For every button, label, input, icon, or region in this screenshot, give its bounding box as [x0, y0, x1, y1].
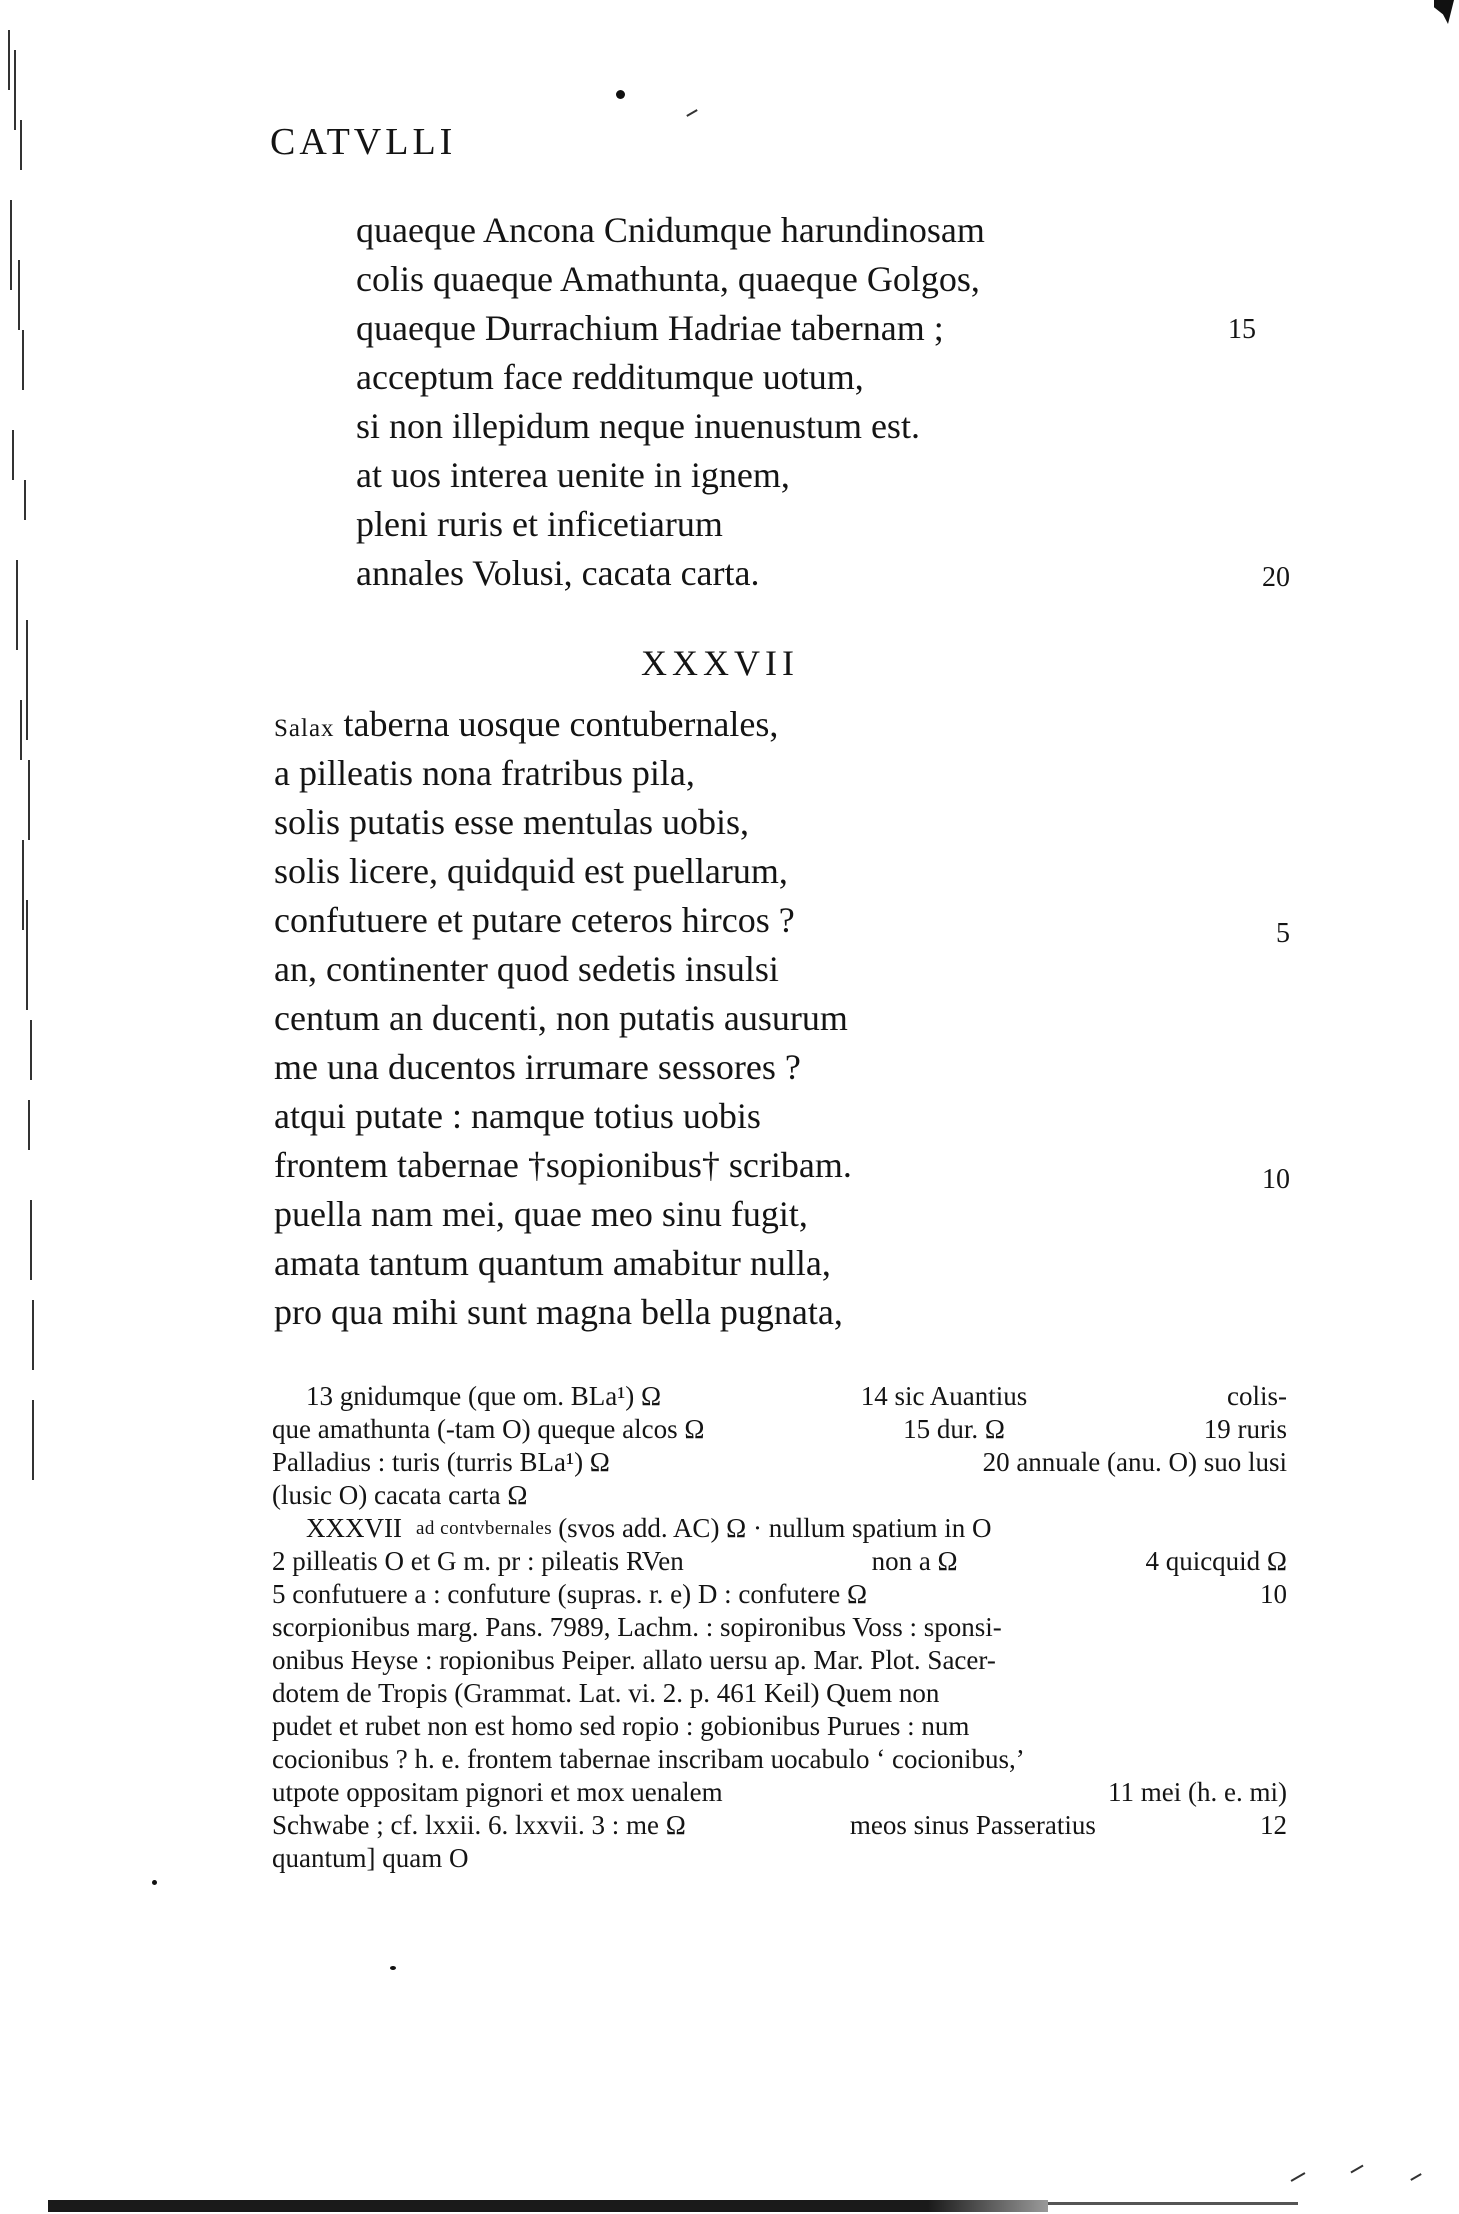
apparatus-entry: 14 sic Auantius [860, 1381, 1028, 1411]
critical-apparatus [272, 1380, 1287, 1875]
verse-line: annales Volusi, cacata carta. [356, 553, 760, 593]
apparatus-entry: cocionibus ? h. e. frontem tabernae inscribam uocabulo ‘ cocionibus,’ [272, 1744, 1025, 1774]
apparatus-line [272, 1380, 1287, 1413]
scan-bottom-rule [48, 2200, 1048, 2212]
verse-line: me una ducentos irrumare sessores ? [274, 1047, 801, 1087]
verse-line: acceptum face redditumque uotum, [356, 357, 864, 397]
apparatus-entry: non a Ω [871, 1546, 958, 1576]
apparatus-entry: utpote oppositam pignori et mox uenalem [272, 1777, 723, 1807]
verse-block-poem-37 [274, 700, 852, 1337]
verse-line: an, continenter quod sedetis insulsi [274, 949, 779, 989]
apparatus-entry: Schwabe ; cf. lxxii. 6. lxxvii. 3 : me Ω [272, 1810, 686, 1840]
verse-line: colis quaeque Amathunta, quaeque Golgos, [356, 259, 980, 299]
apparatus-entry: scorpionibus marg. Pans. 7989, Lachm. : sopironibus Voss : sponsi- [272, 1612, 1002, 1642]
apparatus-line [272, 1743, 1287, 1776]
apparatus-entry: 4 quicquid Ω [1145, 1546, 1287, 1576]
first-line-rest: taberna uosque contubernales, [334, 704, 779, 744]
verse-line: frontem tabernae †sopionibus† scribam. [274, 1145, 852, 1185]
line-number: 10 [1262, 1164, 1290, 1195]
ink-tick [1291, 2172, 1306, 2182]
apparatus-entry: pudet et rubet non est homo sed ropio : gobionibus Purues : num [272, 1711, 970, 1741]
apparatus-entry: XXXVII [306, 1513, 402, 1543]
apparatus-entry: que amathunta (-tam O) queque alcos Ω [272, 1414, 705, 1444]
apparatus-line [272, 1611, 1287, 1644]
apparatus-entry: onibus Heyse : ropionibus Peiper. allato uersu ap. Mar. Plot. Sacer- [272, 1645, 996, 1675]
apparatus-line [272, 1809, 1287, 1842]
apparatus-entry: 20 annuale (anu. O) suo lusi [982, 1447, 1287, 1477]
verse-line-first [274, 700, 852, 749]
verse-line: solis licere, quidquid est puellarum, [274, 851, 788, 891]
verse-line: solis putatis esse mentulas uobis, [274, 802, 749, 842]
apparatus-entry: 15 dur. Ω [903, 1414, 1005, 1444]
verse-line: amata tantum quantum amabitur nulla, [274, 1243, 831, 1283]
apparatus-line [272, 1776, 1287, 1809]
verse-block-previous-poem [356, 206, 985, 598]
scan-corner-mark [1434, 0, 1454, 24]
apparatus-line [272, 1710, 1287, 1743]
ink-dot [152, 1880, 157, 1885]
line-number: 5 [1276, 918, 1290, 949]
apparatus-line [272, 1842, 1287, 1875]
apparatus-entry: quantum] quam O [272, 1843, 469, 1873]
apparatus-line [272, 1578, 1287, 1611]
verse-line: si non illepidum neque inuenustum est. [356, 406, 920, 446]
verse-line: centum an ducenti, non putatis ausurum [274, 998, 848, 1038]
running-head: CATVLLI [270, 121, 457, 163]
verse-line: quaeque Durrachium Hadriae tabernam ; [356, 308, 944, 348]
apparatus-entry: colis- [1226, 1381, 1287, 1411]
ink-tick [1410, 2173, 1421, 2181]
apparatus-line [272, 1644, 1287, 1677]
apparatus-entry: Palladius : turis (turris BLa¹) Ω [272, 1447, 610, 1477]
verse-line: at uos interea uenite in ignem, [356, 455, 790, 495]
line-number: 20 [1262, 562, 1290, 593]
apparatus-entry: 12 [1259, 1810, 1287, 1840]
verse-line: quaeque Ancona Cnidumque harundinosam [356, 210, 985, 250]
apparatus-entry: 10 [1260, 1579, 1287, 1609]
scan-gutter-marks [0, 0, 40, 1500]
verse-line: atqui putate : namque totius uobis [274, 1096, 761, 1136]
apparatus-line [272, 1446, 1287, 1479]
apparatus-entry: 19 ruris [1203, 1414, 1287, 1444]
ink-dot [390, 1966, 396, 1970]
apparatus-entry: (svos add. AC) Ω · nullum spatium in O [558, 1513, 992, 1543]
first-word-small-caps: Salax [274, 715, 335, 742]
verse-line: confutuere et putare ceteros hircos ? [274, 900, 795, 940]
apparatus-entry: (lusic O) cacata carta Ω [272, 1480, 528, 1510]
apparatus-entry: ad contvbernales [415, 1518, 553, 1539]
verse-line: puella nam mei, quae meo sinu fugit, [274, 1194, 808, 1234]
ink-dot [616, 90, 625, 99]
ink-tick [1350, 2165, 1363, 2174]
verse-line: a pilleatis nona fratribus pila, [274, 753, 695, 793]
apparatus-line [272, 1413, 1287, 1446]
ink-tick [686, 109, 697, 117]
apparatus-entry: dotem de Tropis (Grammat. Lat. vi. 2. p. 461 Keil) Quem non [272, 1678, 940, 1708]
apparatus-entry: 2 pilleatis O et G m. pr : pileatis RVen [272, 1546, 684, 1576]
apparatus-entry: 13 gnidumque (que om. BLa¹) Ω [306, 1381, 662, 1411]
line-number: 15 [1228, 314, 1256, 345]
verse-line: pleni ruris et inficetiarum [356, 504, 723, 544]
apparatus-entry: 11 mei (h. e. mi) [1108, 1777, 1287, 1807]
apparatus-line [272, 1677, 1287, 1710]
verse-line: pro qua mihi sunt magna bella pugnata, [274, 1292, 843, 1332]
apparatus-entry: meos sinus Passeratius [849, 1810, 1096, 1840]
apparatus-entry: 5 confutuere a : confuture (supras. r. e) D : confutere Ω [272, 1579, 868, 1609]
apparatus-line [272, 1512, 1287, 1545]
apparatus-line [272, 1545, 1287, 1578]
apparatus-line [272, 1479, 1287, 1512]
poem-title: XXXVII [641, 643, 799, 683]
